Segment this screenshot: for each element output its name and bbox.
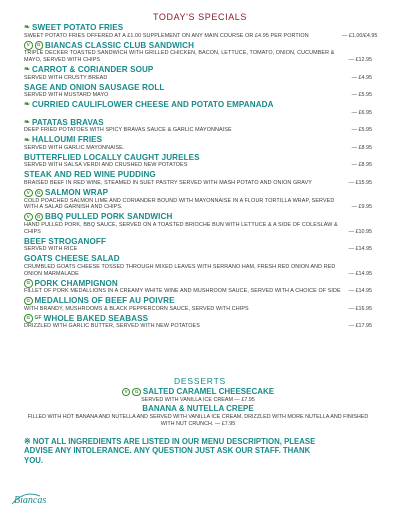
dessert-item-title: SALTED CARAMEL CHEESECAKE xyxy=(142,387,275,396)
menu-item xyxy=(24,153,372,169)
menu-item-name xyxy=(24,296,372,306)
menu-item-description: FILLET OF PORK MEDALLIONS IN A CREAMY WHITE WINE AND MUSHROOM SAUCE, SERVED WITH A CHOICE OF SIDE xyxy=(24,288,341,295)
menu-item-price: — £8.95 xyxy=(351,162,372,169)
menu-item-title: BBQ PULLED PORK SANDWICH xyxy=(45,212,173,222)
menu-item-name xyxy=(24,65,372,75)
menu-item-description: WITH BRANDY, MUSHROOMS & BLACK PEPPERCORN SAUCE, SERVED WITH CHIPS xyxy=(24,305,249,312)
menu-item-details xyxy=(24,222,372,236)
gluten-free-icon: G xyxy=(35,189,44,198)
menu-item-details xyxy=(24,92,372,99)
menu-item-title: GOATS CHEESE SALAD xyxy=(24,254,120,264)
menu-item-description: SERVED WITH SALSA VERDI AND CRUSHED NEW POTATOES xyxy=(24,162,188,169)
menu-item-details xyxy=(24,32,378,40)
menu-item-name xyxy=(24,237,372,247)
desserts-list xyxy=(24,387,372,429)
menu-item-details xyxy=(24,50,372,64)
menu-item-title: BUTTERFLIED LOCALLY CAUGHT JURELES xyxy=(24,152,200,162)
menu-item-price: — £4.95 xyxy=(351,74,372,81)
menu-item-price: — £14.95 xyxy=(348,246,372,253)
menu-item-price: — £5.95 xyxy=(351,92,372,99)
menu-item-description: DRIZZLED WITH GARLIC BUTTER, SERVED WITH NEW POTATOES xyxy=(24,323,200,330)
dessert-item-description: SERVED WITH VANILLA ICE CREAM — £7.95 xyxy=(141,396,255,403)
menu-item-price: — £12.95 xyxy=(348,56,372,63)
menu-item-description: SWEET POTATO FRIES OFFERED AT A £1.00 SUPPLEMENT ON ANY MAIN COURSE OR £4.95 PER PORTION xyxy=(24,32,309,39)
menu-item-name xyxy=(24,188,372,198)
menu-item-description: HAND PULLED PORK, BBQ SAUCE, SERVED ON A TOASTED BRIOCHE BUN WITH LETTUCE & A SIDE OF COLESLAW & CHIPS xyxy=(24,221,338,235)
gluten-free-icon: G xyxy=(132,388,141,397)
menu-item-details xyxy=(24,264,372,278)
menu-item xyxy=(24,170,372,186)
menu-item-price: — £10.95 xyxy=(348,228,372,235)
menu-item-price: — £14.95 xyxy=(348,270,372,277)
menu-item-details xyxy=(24,145,372,152)
biancas-logo xyxy=(10,488,54,508)
menu-item-name xyxy=(24,135,372,145)
menu-item-name xyxy=(24,41,372,51)
menu-item xyxy=(24,23,378,39)
vegetarian-leaf-icon: ❧ xyxy=(24,119,30,127)
menu-item-details xyxy=(24,246,372,253)
menu-item-description: SERVED WITH MUSTARD MAYO xyxy=(24,92,109,99)
page-title: TODAY'S SPECIALS xyxy=(152,12,247,22)
menu-item-price: — £16.95 xyxy=(348,305,372,312)
menu-item-title: BEEF STROGANOFF xyxy=(24,236,106,246)
vegan-icon: V xyxy=(122,388,131,397)
menu-item xyxy=(24,279,372,295)
allergy-note: ※ NOT ALL INGREDIENTS ARE LISTED IN OUR MENU DESCRIPTION, PLEASE ADVISE ANY INTOLERANCE. ANY QUESTION JUST ASK OUR STAFF. THANK YOU. xyxy=(24,437,316,465)
menu-item-price: — £14.95 xyxy=(348,288,372,295)
menu-item-name xyxy=(24,118,372,128)
menu-item xyxy=(24,314,372,330)
menu-item-description: BRAISED BEEF IN RED WINE, STEAMED IN SUET PASTRY SERVED WITH MASH POTATO AND ONION GRAVY xyxy=(24,180,312,187)
menu-item-title: WHOLE BAKED SEABASS xyxy=(43,313,149,323)
menu-item-title: HALLOUMI FRIES xyxy=(31,135,103,145)
menu-item-details xyxy=(24,75,372,82)
dessert-item xyxy=(24,387,372,403)
vegetarian-leaf-icon: ❧ xyxy=(24,66,30,74)
menu-item-name xyxy=(24,212,372,222)
dessert-item-title: BANANA & NUTELLA CREPE xyxy=(142,404,254,414)
menu-item-title: BIANCAS CLASSIC CLUB SANDWICH xyxy=(45,40,195,50)
menu-item-price: — £9.95 xyxy=(351,204,372,211)
gluten-free-icon: G xyxy=(35,213,44,222)
menu-item-price: — £6.95 xyxy=(351,109,372,116)
menu-item-title: SWEET POTATO FRIES xyxy=(31,23,124,32)
menu-item xyxy=(24,212,372,235)
menu-item-description: CRUMBLED GOATS CHEESE TOSSED THROUGH MIXED LEAVES WITH SERRANO HAM, FRESH RED ONION AND RED ONION MARMALADE xyxy=(24,263,336,277)
menu-item xyxy=(24,41,372,64)
menu-item-name xyxy=(24,254,372,264)
menu-item xyxy=(24,135,372,151)
menu-item-description: SERVED WITH RICE xyxy=(24,246,78,253)
menu-item-title: PATATAS BRAVAS xyxy=(31,117,104,127)
menu-item-description: TRIPLE DECKER TOASTED SANDWICH WITH GRILLED CHICKEN, BACON, LETTUCE, TOMATO, ONION, CUCUMBER & MAYO, SERVED WITH CHIPS xyxy=(24,50,335,63)
dessert-item-name xyxy=(24,387,372,397)
menu-item-details xyxy=(24,198,372,212)
menu-item-name xyxy=(24,100,372,110)
gluten-free-icon: G xyxy=(24,297,33,306)
menu-item-title: CARROT & CORIANDER SOUP xyxy=(31,64,154,74)
dessert-item xyxy=(24,404,372,427)
menu-item-price: — £5.95 xyxy=(351,127,372,134)
menu-item xyxy=(24,296,372,312)
menu-item-name xyxy=(24,170,372,180)
vegan-icon: V xyxy=(24,189,33,198)
dessert-item-description: FILLED WITH HOT BANANA AND NUTELLA AND SERVED WITH VANILLA ICE CREAM, DRIZZLED WITH MORE NUTELLA AND FINISHED WITH NUT CRUNCH. — £7.95 xyxy=(27,413,369,427)
vegetarian-leaf-icon: ❧ xyxy=(24,136,30,144)
gluten-free-icon: G xyxy=(24,314,33,323)
vegan-icon: V xyxy=(24,41,33,50)
menu-item-price: — £8.95 xyxy=(351,144,372,151)
menu-item-title: PORK CHAMPIGNON xyxy=(34,278,118,288)
menu-item-name xyxy=(24,153,372,163)
menu-item-price: — £17.95 xyxy=(348,323,372,330)
gf-label-icon: GF xyxy=(34,315,42,322)
menu-item-details xyxy=(24,127,372,134)
menu-item xyxy=(24,118,372,134)
menu-item xyxy=(24,100,372,116)
menu-item-title: SAGE AND ONION SAUSAGE ROLL xyxy=(24,82,165,92)
menu-item-details xyxy=(24,323,372,330)
menu-item-name xyxy=(24,314,372,324)
menu-item-name xyxy=(24,83,372,93)
menu-item-title: MEDALLIONS OF BEEF AU POIVRE xyxy=(34,296,175,306)
gluten-free-icon: G xyxy=(24,279,33,288)
menu-item-title: STEAK AND RED WINE PUDDING xyxy=(24,170,156,180)
dessert-item-name xyxy=(24,404,372,414)
menu-item xyxy=(24,237,372,253)
vegan-icon: V xyxy=(24,213,33,222)
menu-item-details xyxy=(24,180,372,187)
menu-item-title: SALMON WRAP xyxy=(45,188,109,197)
menu-item-description: COLD POACHED SALMON LIME AND CORIANDER BOUND WITH MAYONNAISE IN A FLOUR TORTILLA WRAP, SERVED WITH A SALAD GARNISH AND CHIPS. xyxy=(24,197,335,211)
gluten-free-icon: G xyxy=(35,41,44,50)
menu-item-details xyxy=(24,110,372,117)
menu-item-price: — £15.95 xyxy=(348,180,372,187)
menu-item-description: DEEP FRIED POTATOES WITH SPICY BRAVAS SAUCE & GARLIC MAYONNAISE xyxy=(24,127,232,134)
vegetarian-leaf-icon: ❧ xyxy=(24,24,30,32)
menu-item-price: — £1.00/£4.95 xyxy=(342,32,378,39)
specials-list xyxy=(24,23,378,331)
menu-item-description: SERVED WITH CRUSTY BREAD xyxy=(24,74,108,81)
menu-item xyxy=(24,65,372,81)
desserts-title: DESSERTS xyxy=(173,376,227,386)
logo-text: Biancas xyxy=(14,495,47,506)
menu-item-details xyxy=(24,288,372,295)
menu-item xyxy=(24,254,372,277)
logo-mark xyxy=(10,488,54,508)
menu-item-name xyxy=(24,23,372,33)
menu-item-description: SERVED WITH GARLIC MAYONNAISE. xyxy=(24,144,125,151)
menu-item xyxy=(24,188,372,211)
vegetarian-leaf-icon: ❧ xyxy=(24,101,30,109)
menu-item-name xyxy=(24,279,372,289)
menu-item-details xyxy=(24,162,372,169)
menu-item xyxy=(24,83,372,99)
menu-item-title: CURRIED CAULIFLOWER CHEESE AND POTATO EMPANADA xyxy=(31,100,274,110)
menu-item-details xyxy=(24,306,372,313)
